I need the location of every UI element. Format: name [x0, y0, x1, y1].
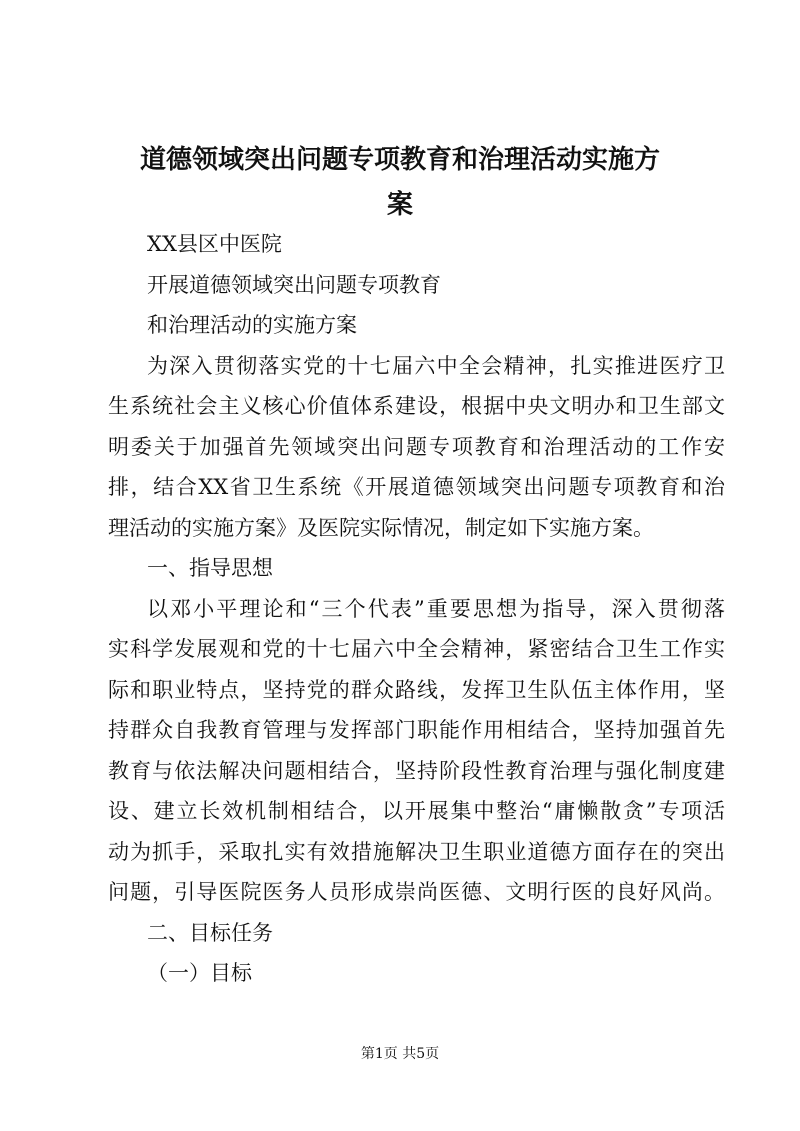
text-line: 开展道德领域突出问题专项教育 [147, 272, 441, 297]
text-line: 问题，引导医院医务人员形成崇尚医德、文明行医的良好风尚。 [108, 880, 725, 904]
text-line: （一）目标 [147, 961, 252, 985]
text-line: 一、指导思想 [147, 556, 273, 580]
text-line: 排，结合XX省卫生系统《开展道德领域突出问题专项教育和治 [108, 475, 725, 499]
text-line: 二、目标任务 [147, 920, 273, 945]
text-line: 为深入贯彻落实党的十七届六中全会精神，扎实推进医疗卫 [147, 353, 725, 378]
text-line: XX县区中医院 [147, 232, 282, 256]
text-line: 教育与依法解决问题相结合，坚持阶段性教育治理与强化制度建 [108, 758, 725, 783]
text-line: 和治理活动的实施方案 [147, 313, 357, 337]
page-footer: 第1页 共5页 [360, 1046, 440, 1062]
text-line: 实科学发展观和党的十七届六中全会精神，紧密结合卫生工作实 [108, 637, 725, 661]
text-line: 动为抓手，采取扎实有效措施解决卫生职业道德方面存在的突出 [108, 839, 725, 864]
text-line: 际和职业特点，坚持党的群众路线，发挥卫生队伍主体作用，坚 [108, 677, 725, 702]
text-line: 理活动的实施方案》及医院实际情况，制定如下实施方案。 [108, 515, 654, 540]
title-line-2: 案 [386, 190, 413, 220]
title-line-1: 道德领域突出问题专项教育和治理活动实施方 [139, 145, 660, 175]
text-line: 明委关于加强首先领域突出问题专项教育和治理活动的工作安 [108, 434, 725, 459]
text-line: 持群众自我教育管理与发挥部门职能作用相结合，坚持加强首先 [108, 718, 725, 742]
text-line: 生系统社会主义核心价值体系建设，根据中央文明办和卫生部文 [108, 394, 725, 418]
document-body [108, 224, 725, 994]
text-line: 以邓小平理论和“三个代表”重要思想为指导，深入贯彻落 [147, 596, 725, 621]
text-line: 设、建立长效机制相结合，以开展集中整治“庸懒散贪”专项活 [108, 799, 725, 823]
document-title [0, 138, 800, 228]
